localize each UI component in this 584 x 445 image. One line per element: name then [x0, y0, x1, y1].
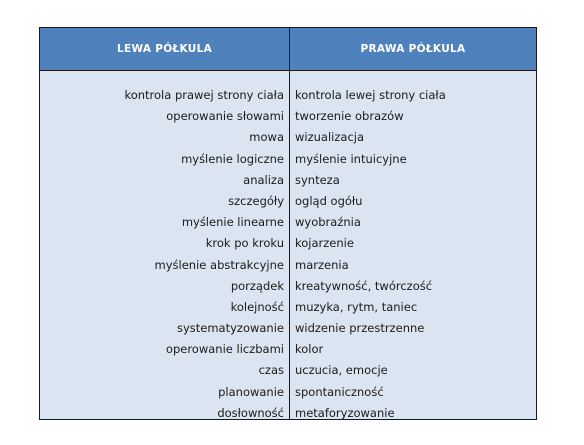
left-hemisphere-item: czas — [258, 363, 284, 378]
right-hemisphere-column — [290, 71, 536, 419]
left-hemisphere-item: analiza — [243, 172, 284, 187]
right-hemisphere-item: spontaniczność — [295, 384, 384, 399]
left-hemisphere-item: myślenie logiczne — [181, 151, 284, 166]
right-hemisphere-item: uczucia, emocje — [295, 363, 388, 378]
right-hemisphere-item: ogląd ogółu — [295, 193, 363, 208]
left-hemisphere-item: szczegóły — [228, 193, 284, 208]
header-left-hemisphere: LEWA PÓŁKULA — [40, 28, 290, 70]
right-hemisphere-item: marzenia — [295, 257, 349, 272]
right-hemisphere-item: myślenie intuicyjne — [295, 151, 407, 166]
right-hemisphere-item: wyobraźnia — [295, 215, 361, 230]
left-hemisphere-item: krok po kroku — [205, 236, 284, 251]
left-hemisphere-item: operowanie słowami — [166, 109, 284, 124]
left-hemisphere-item: myślenie abstrakcyjne — [154, 257, 284, 272]
right-hemisphere-item: widzenie przestrzenne — [295, 321, 425, 336]
table-body — [40, 71, 536, 419]
left-hemisphere-item: planowanie — [218, 384, 284, 399]
right-hemisphere-item: kojarzenie — [295, 236, 354, 251]
left-hemisphere-item: operowanie liczbami — [165, 342, 284, 357]
right-hemisphere-item: metaforyzowanie — [295, 405, 395, 420]
right-hemisphere-item: synteza — [295, 172, 340, 187]
table-header — [40, 28, 536, 71]
hemispheres-table — [39, 27, 537, 420]
right-hemisphere-item: kontrola lewej strony ciała — [295, 88, 446, 102]
left-hemisphere-item: mowa — [249, 130, 284, 145]
left-hemisphere-item: kontrola prawej strony ciała — [124, 88, 284, 102]
left-hemisphere-item: kolejność — [230, 299, 284, 314]
left-hemisphere-item: porządek — [230, 278, 284, 293]
left-hemisphere-item: myślenie linearne — [181, 215, 284, 230]
right-hemisphere-item: wizualizacja — [295, 130, 365, 145]
right-hemisphere-item: kolor — [295, 342, 324, 357]
left-hemisphere-item: systematyzowanie — [176, 321, 284, 336]
left-hemisphere-item: dosłowność — [217, 405, 284, 420]
right-hemisphere-item: tworzenie obrazów — [295, 109, 404, 124]
right-hemisphere-item: muzyka, rytm, taniec — [295, 299, 418, 314]
right-hemisphere-item: kreatywność, twórczość — [295, 278, 433, 293]
header-right-hemisphere: PRAWA PÓŁKULA — [360, 43, 466, 55]
left-hemisphere-column — [40, 71, 290, 419]
